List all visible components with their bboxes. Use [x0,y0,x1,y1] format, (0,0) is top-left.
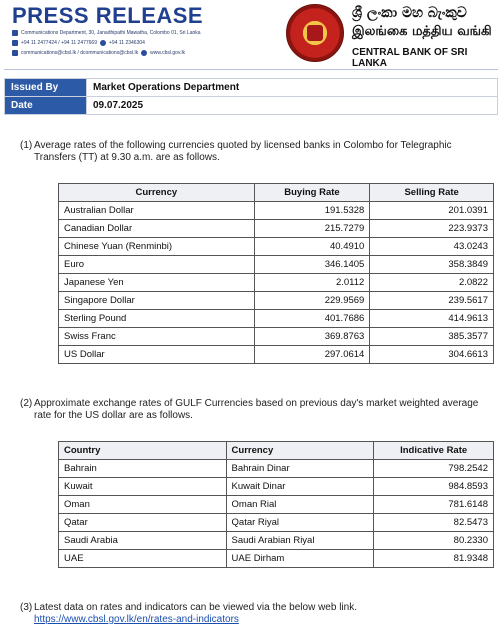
column-header-buying-rate: Buying Rate [254,184,370,202]
fax-text: +94 11 2346304 [109,40,145,46]
gulf-rates-table [58,441,494,568]
section2-text-line2: rate for the US dollar are as follows. [34,410,193,421]
issued-by-value: Market Operations Department [87,79,498,97]
buying-rate-cell: 369.8763 [254,328,370,346]
selling-rate-cell: 385.3577 [370,328,494,346]
globe-icon [141,50,147,56]
phone-icon [12,40,18,46]
selling-rate-cell: 223.9373 [370,220,494,238]
selling-rate-cell: 358.3849 [370,256,494,274]
indicative-rate-cell: 82.5473 [374,514,494,532]
currency-cell: UAE Dirham [226,550,374,568]
currency-cell: Japanese Yen [59,274,255,292]
selling-rate-cell: 43.0243 [370,238,494,256]
country-cell: UAE [59,550,227,568]
indicative-rate-cell: 781.6148 [374,496,494,514]
buying-rate-cell: 346.1405 [254,256,370,274]
indicative-rate-cell: 798.2542 [374,460,494,478]
tt-rates-table [58,183,494,364]
date-row [5,97,498,115]
table-row [59,220,494,238]
country-cell: Saudi Arabia [59,532,227,550]
indicative-rate-cell: 80.2330 [374,532,494,550]
bank-name-sinhala: ශ්‍රී ලංකා මහ බැංකුව [352,5,467,21]
table-row [59,532,494,550]
section2-text-line1: Approximate exchange rates of GULF Currencies based on previous day's market weighted average [34,398,479,409]
selling-rate-cell: 304.6613 [370,346,494,364]
issued-by-label: Issued By [5,79,87,97]
website-text: www.cbsl.gov.lk [150,50,186,56]
section1-number: (1) [20,140,33,151]
currency-cell: Oman Rial [226,496,374,514]
table-row [59,274,494,292]
currency-cell: Chinese Yuan (Renminbi) [59,238,255,256]
buying-rate-cell: 229.9569 [254,292,370,310]
column-header-currency: Currency [226,442,374,460]
date-value: 09.07.2025 [87,97,498,115]
bank-name-tamil: இலங்கை மத்திய வங்கி [352,24,492,39]
indicative-rate-cell: 984.8593 [374,478,494,496]
email-text: communications@cbsl.lk / dcommunications@cbsl.lk [21,50,139,56]
table-row [59,256,494,274]
issued-by-row [5,79,498,97]
press-release-header [0,0,500,70]
section3-note [20,602,496,626]
table-row [59,460,494,478]
table-row [59,238,494,256]
table-row [59,328,494,346]
currency-cell: Sterling Pound [59,310,255,328]
phone-text: +94 11 2477424 / +94 11 2477669 [21,40,97,46]
issued-info-table [4,78,498,115]
table-row [59,496,494,514]
table-row [59,514,494,532]
country-cell: Bahrain [59,460,227,478]
address-text: Communications Department, 30, Janadhipathi Mawatha, Colombo 01, Sri Lanka [21,30,201,36]
indicative-rate-cell: 81.9348 [374,550,494,568]
table-header-row [59,442,494,460]
email-icon [12,50,18,56]
country-cell: Oman [59,496,227,514]
phone-line [12,38,282,48]
address-line [12,28,282,38]
currency-cell: Qatar Riyal [226,514,374,532]
header-divider [4,69,498,70]
section3-number: (3) [20,602,33,613]
currency-cell: Singapore Dollar [59,292,255,310]
table-row [59,310,494,328]
table-row [59,202,494,220]
currency-cell: Swiss Franc [59,328,255,346]
currency-cell: Canadian Dollar [59,220,255,238]
buying-rate-cell: 215.7279 [254,220,370,238]
date-label: Date [5,97,87,115]
page-title: PRESS RELEASE [12,3,204,28]
buying-rate-cell: 297.0614 [254,346,370,364]
bank-name-english: CENTRAL BANK OF SRI LANKA [352,47,468,69]
currency-cell: Australian Dollar [59,202,255,220]
section1-text-line1: Average rates of the following currencies quoted by licensed banks in Colombo for Telegraphic [34,140,452,151]
central-bank-seal-logo [286,4,344,62]
column-header-indicative-rate: Indicative Rate [374,442,494,460]
email-line [12,48,282,58]
buying-rate-cell: 191.5328 [254,202,370,220]
currency-cell: Saudi Arabian Riyal [226,532,374,550]
buying-rate-cell: 40.4910 [254,238,370,256]
country-cell: Qatar [59,514,227,532]
table-header-row [59,184,494,202]
column-header-selling-rate: Selling Rate [370,184,494,202]
selling-rate-cell: 239.5617 [370,292,494,310]
section1-text-line2: Transfers (TT) at 9.30 a.m. are as follows. [34,152,220,163]
location-icon [12,30,18,36]
contact-details [12,28,282,58]
table-row [59,346,494,364]
section2-number: (2) [20,398,33,409]
table-row [59,478,494,496]
buying-rate-cell: 2.0112 [254,274,370,292]
section1-intro [20,140,496,164]
currency-cell: Euro [59,256,255,274]
currency-cell: Bahrain Dinar [226,460,374,478]
selling-rate-cell: 414.9613 [370,310,494,328]
rates-indicators-link[interactable]: https://www.cbsl.gov.lk/en/rates-and-indicators [34,614,239,625]
selling-rate-cell: 201.0391 [370,202,494,220]
column-header-currency: Currency [59,184,255,202]
buying-rate-cell: 401.7686 [254,310,370,328]
table-row [59,550,494,568]
selling-rate-cell: 2.0822 [370,274,494,292]
section3-text: Latest data on rates and indicators can be viewed via the below web link. [34,602,357,613]
table-row [59,292,494,310]
section2-intro [20,398,496,422]
currency-cell: US Dollar [59,346,255,364]
fax-icon [100,40,106,46]
currency-cell: Kuwait Dinar [226,478,374,496]
column-header-country: Country [59,442,227,460]
country-cell: Kuwait [59,478,227,496]
